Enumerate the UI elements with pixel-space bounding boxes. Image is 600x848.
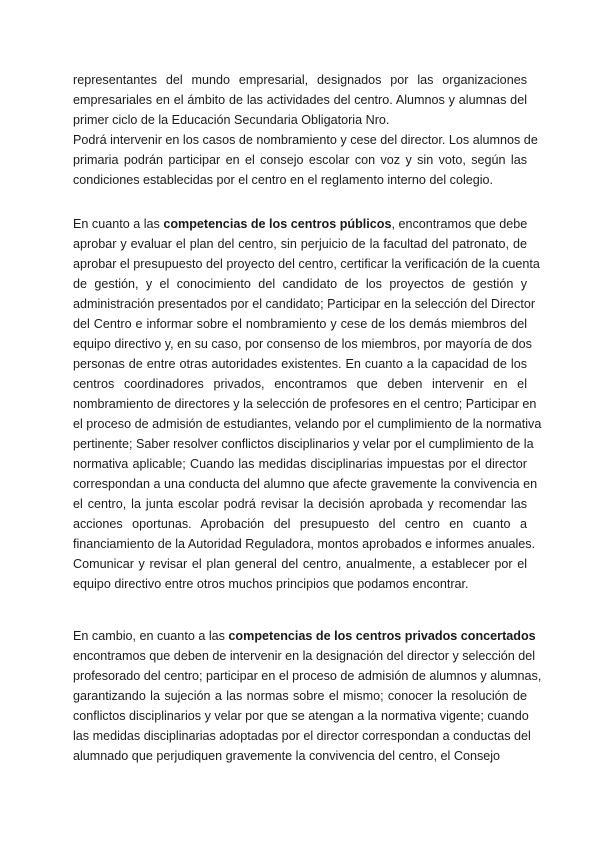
text-line: representantes del mundo empresarial, designados por las organizaciones <box>73 73 527 87</box>
text-line: acciones oportunas. Aprobación del presupuesto del centro en cuanto a <box>73 517 527 531</box>
text-line: aprobar el presupuesto del proyecto del centro, certificar la verificación de la cuenta <box>73 257 540 271</box>
text-line <box>73 214 527 234</box>
text-line: normativa aplicable; Cuando las medidas disciplinarias impuestas por el director <box>73 457 527 471</box>
text-line: encontramos que deben de intervenir en la designación del director y selección del <box>73 649 536 663</box>
text-run: En cuanto a las <box>73 217 164 231</box>
text-line <box>73 626 536 646</box>
text-line: de gestión, y el conocimiento del candidato de los proyectos de gestión y <box>73 277 527 291</box>
text-line: pertinente; Saber resolver conflictos disciplinarios y velar por el cumplimiento de la <box>73 437 534 451</box>
text-line: aprobar y evaluar el plan del centro, sin perjuicio de la facultad del patronato, de <box>73 237 527 251</box>
text-line: financiamiento de la Autoridad Reguladora, montos aprobados e informes anuales. <box>73 537 536 551</box>
text-line: el proceso de admisión de estudiantes, velando por el cumplimiento de la normativa <box>73 417 542 431</box>
text-line: centros coordinadores privados, encontramos que deben intervenir en el <box>73 377 527 391</box>
text-line: las medidas disciplinarias adoptadas por el director correspondan a conductas del <box>73 729 531 743</box>
text-line: personas de entre otras autoridades existentes. En cuanto a la capacidad de los <box>73 357 527 371</box>
text-line: del Centro e informar sobre el nombramiento y cese de los demás miembros del <box>73 317 527 331</box>
text-line: conflictos disciplinarios y velar por que se atengan a la normativa vigente; cuando <box>73 709 529 723</box>
text-line: empresariales en el ámbito de las actividades del centro. Alumnos y alumnas del <box>73 93 527 107</box>
text-line: garantizando la sujeción a las normas sobre el mismo; conocer la resolución de <box>73 689 527 703</box>
text-line: alumnado que perjudiquen gravemente la convivencia del centro, el Consejo <box>73 749 501 763</box>
text-line: primer ciclo de la Educación Secundaria Obligatoria Nro. <box>73 113 390 127</box>
text-run: , encontramos que debe <box>391 217 528 231</box>
bold-heading-phrase: competencias de los centros públicos <box>163 217 392 231</box>
bold-heading-phrase: competencias de los centros privados concertados <box>228 629 536 643</box>
text-line: correspondan a una conducta del alumno que afecte gravemente la convivencia en <box>73 477 538 491</box>
text-line: administración presentados por el candidato; Participar en la selección del Director <box>73 297 536 311</box>
text-line: equipo directivo entre otros muchos principios que podamos encontrar. <box>73 577 469 591</box>
text-line: primaria podrán participar en el consejo escolar con voz y sin voto, según las <box>73 153 527 167</box>
text-line: nombramiento de directores y la selección de profesores en el centro; Participar en <box>73 397 537 411</box>
text-line: el centro, la junta escolar podrá revisar la decisión aprobada y recomendar las <box>73 497 527 511</box>
text-line: equipo directivo y, en su caso, por consenso de los miembros, por mayoría de dos <box>73 337 532 351</box>
text-line: condiciones establecidas por el centro en el reglamento interno del colegio. <box>73 173 494 187</box>
text-line: Podrá intervenir en los casos de nombramiento y cese del director. Los alumnos de <box>73 133 538 147</box>
text-line: profesorado del centro; participar en el proceso de admisión de alumnos y alumnas, <box>73 669 542 683</box>
text-run: En cambio, en cuanto a las <box>73 629 229 643</box>
text-line: Comunicar y revisar el plan general del centro, anualmente, a establecer por el <box>73 557 527 571</box>
